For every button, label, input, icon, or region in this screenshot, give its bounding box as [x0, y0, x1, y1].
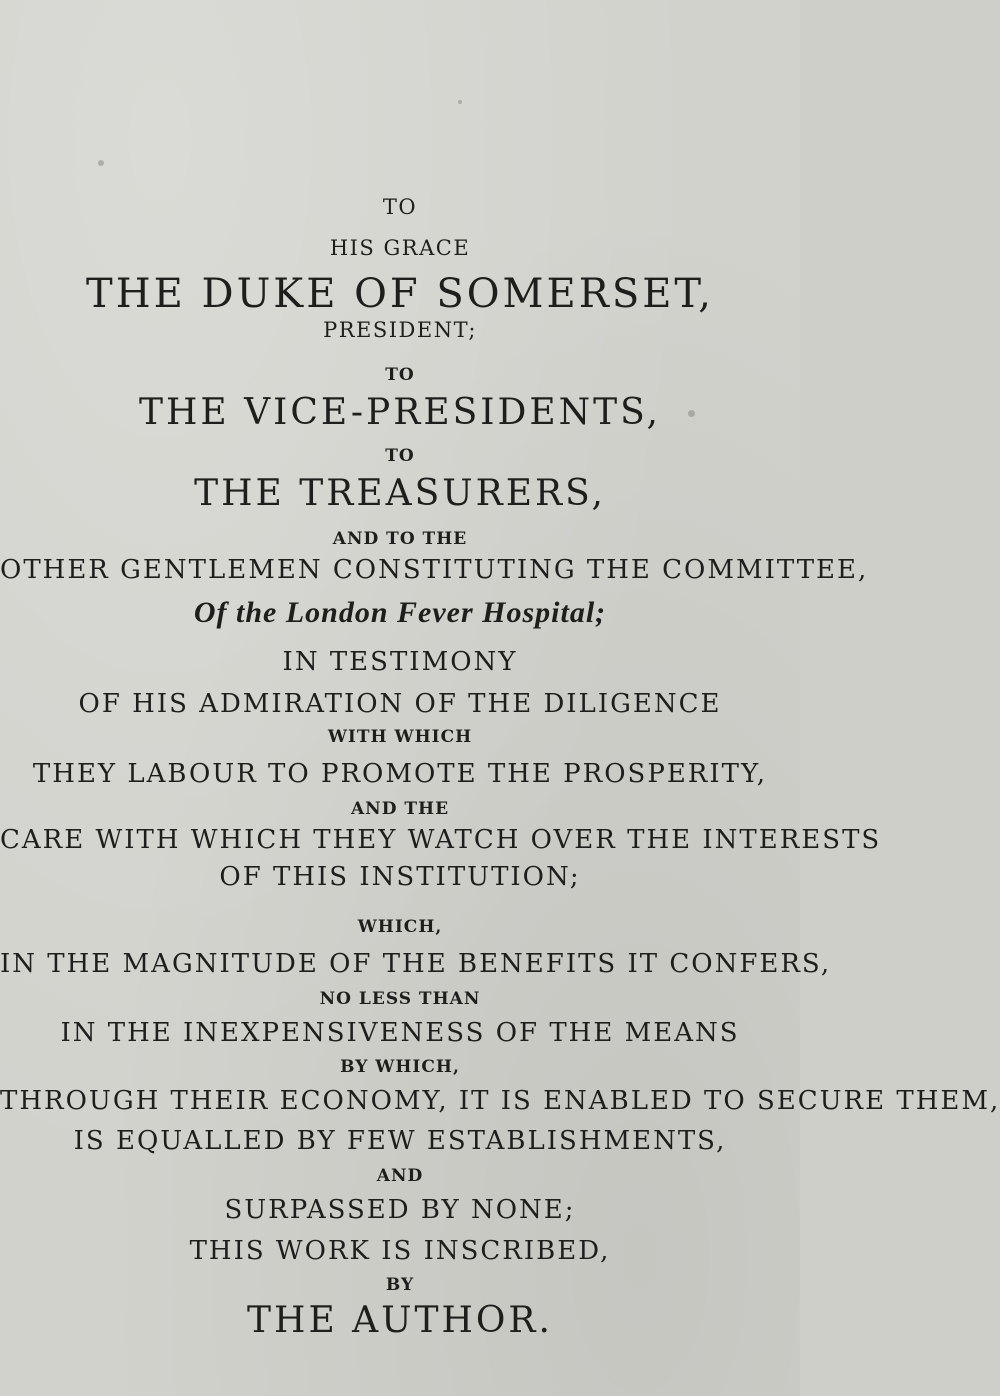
dedication-institution: OF THIS INSTITUTION;: [219, 862, 581, 892]
dedication-through-economy: THROUGH THEIR ECONOMY, IT IS ENABLED TO SECURE THEM,: [0, 1086, 1000, 1116]
dedication-and: AND: [376, 1166, 424, 1186]
dedication-to-2: TO: [385, 365, 415, 385]
paper-foxing-spot: [98, 160, 104, 166]
dedication-they-labour: THEY LABOUR TO PROMOTE THE PROSPERITY,: [32, 759, 768, 789]
paper-foxing-spot: [458, 100, 462, 104]
dedication-and-to-the: AND TO THE: [332, 529, 468, 549]
dedication-hospital: Of the London Fever Hospital;: [193, 596, 607, 629]
dedication-president: PRESIDENT;: [323, 318, 477, 342]
dedication-duke: THE DUKE OF SOMERSET,: [86, 271, 714, 317]
dedication-by: BY: [385, 1275, 415, 1295]
dedication-with-which: WITH WHICH: [327, 727, 473, 747]
dedication-treasurers: THE TREASURERS,: [194, 473, 606, 514]
dedication-to-1: TO: [382, 195, 418, 219]
dedication-magnitude: IN THE MAGNITUDE OF THE BENEFITS IT CONFERS,: [0, 949, 832, 979]
dedication-inscribed: THIS WORK IS INSCRIBED,: [189, 1236, 611, 1266]
dedication-equalled: IS EQUALLED BY FEW ESTABLISHMENTS,: [73, 1126, 727, 1156]
dedication-by-which: BY WHICH,: [340, 1057, 460, 1077]
dedication-author: THE AUTHOR.: [247, 1300, 553, 1341]
dedication-in-testimony: IN TESTIMONY: [282, 647, 518, 677]
dedication-inexpensiveness: IN THE INEXPENSIVENESS OF THE MEANS: [60, 1018, 740, 1048]
dedication-other-gentlemen: OTHER GENTLEMEN CONSTITUTING THE COMMITTEE,: [0, 555, 869, 585]
dedication-his-grace: HIS GRACE: [329, 236, 471, 260]
dedication-care: CARE WITH WHICH THEY WATCH OVER THE INTERESTS: [0, 825, 882, 855]
dedication-surpassed: SURPASSED BY NONE;: [224, 1195, 576, 1225]
dedication-which: WHICH,: [357, 917, 443, 937]
dedication-admiration: OF HIS ADMIRATION OF THE DILIGENCE: [78, 689, 722, 719]
dedication-and-the: AND THE: [350, 799, 450, 819]
dedication-vice-presidents: THE VICE-PRESIDENTS,: [139, 392, 661, 433]
dedication-no-less-than: NO LESS THAN: [319, 989, 481, 1009]
dedication-to-3: TO: [385, 446, 415, 466]
